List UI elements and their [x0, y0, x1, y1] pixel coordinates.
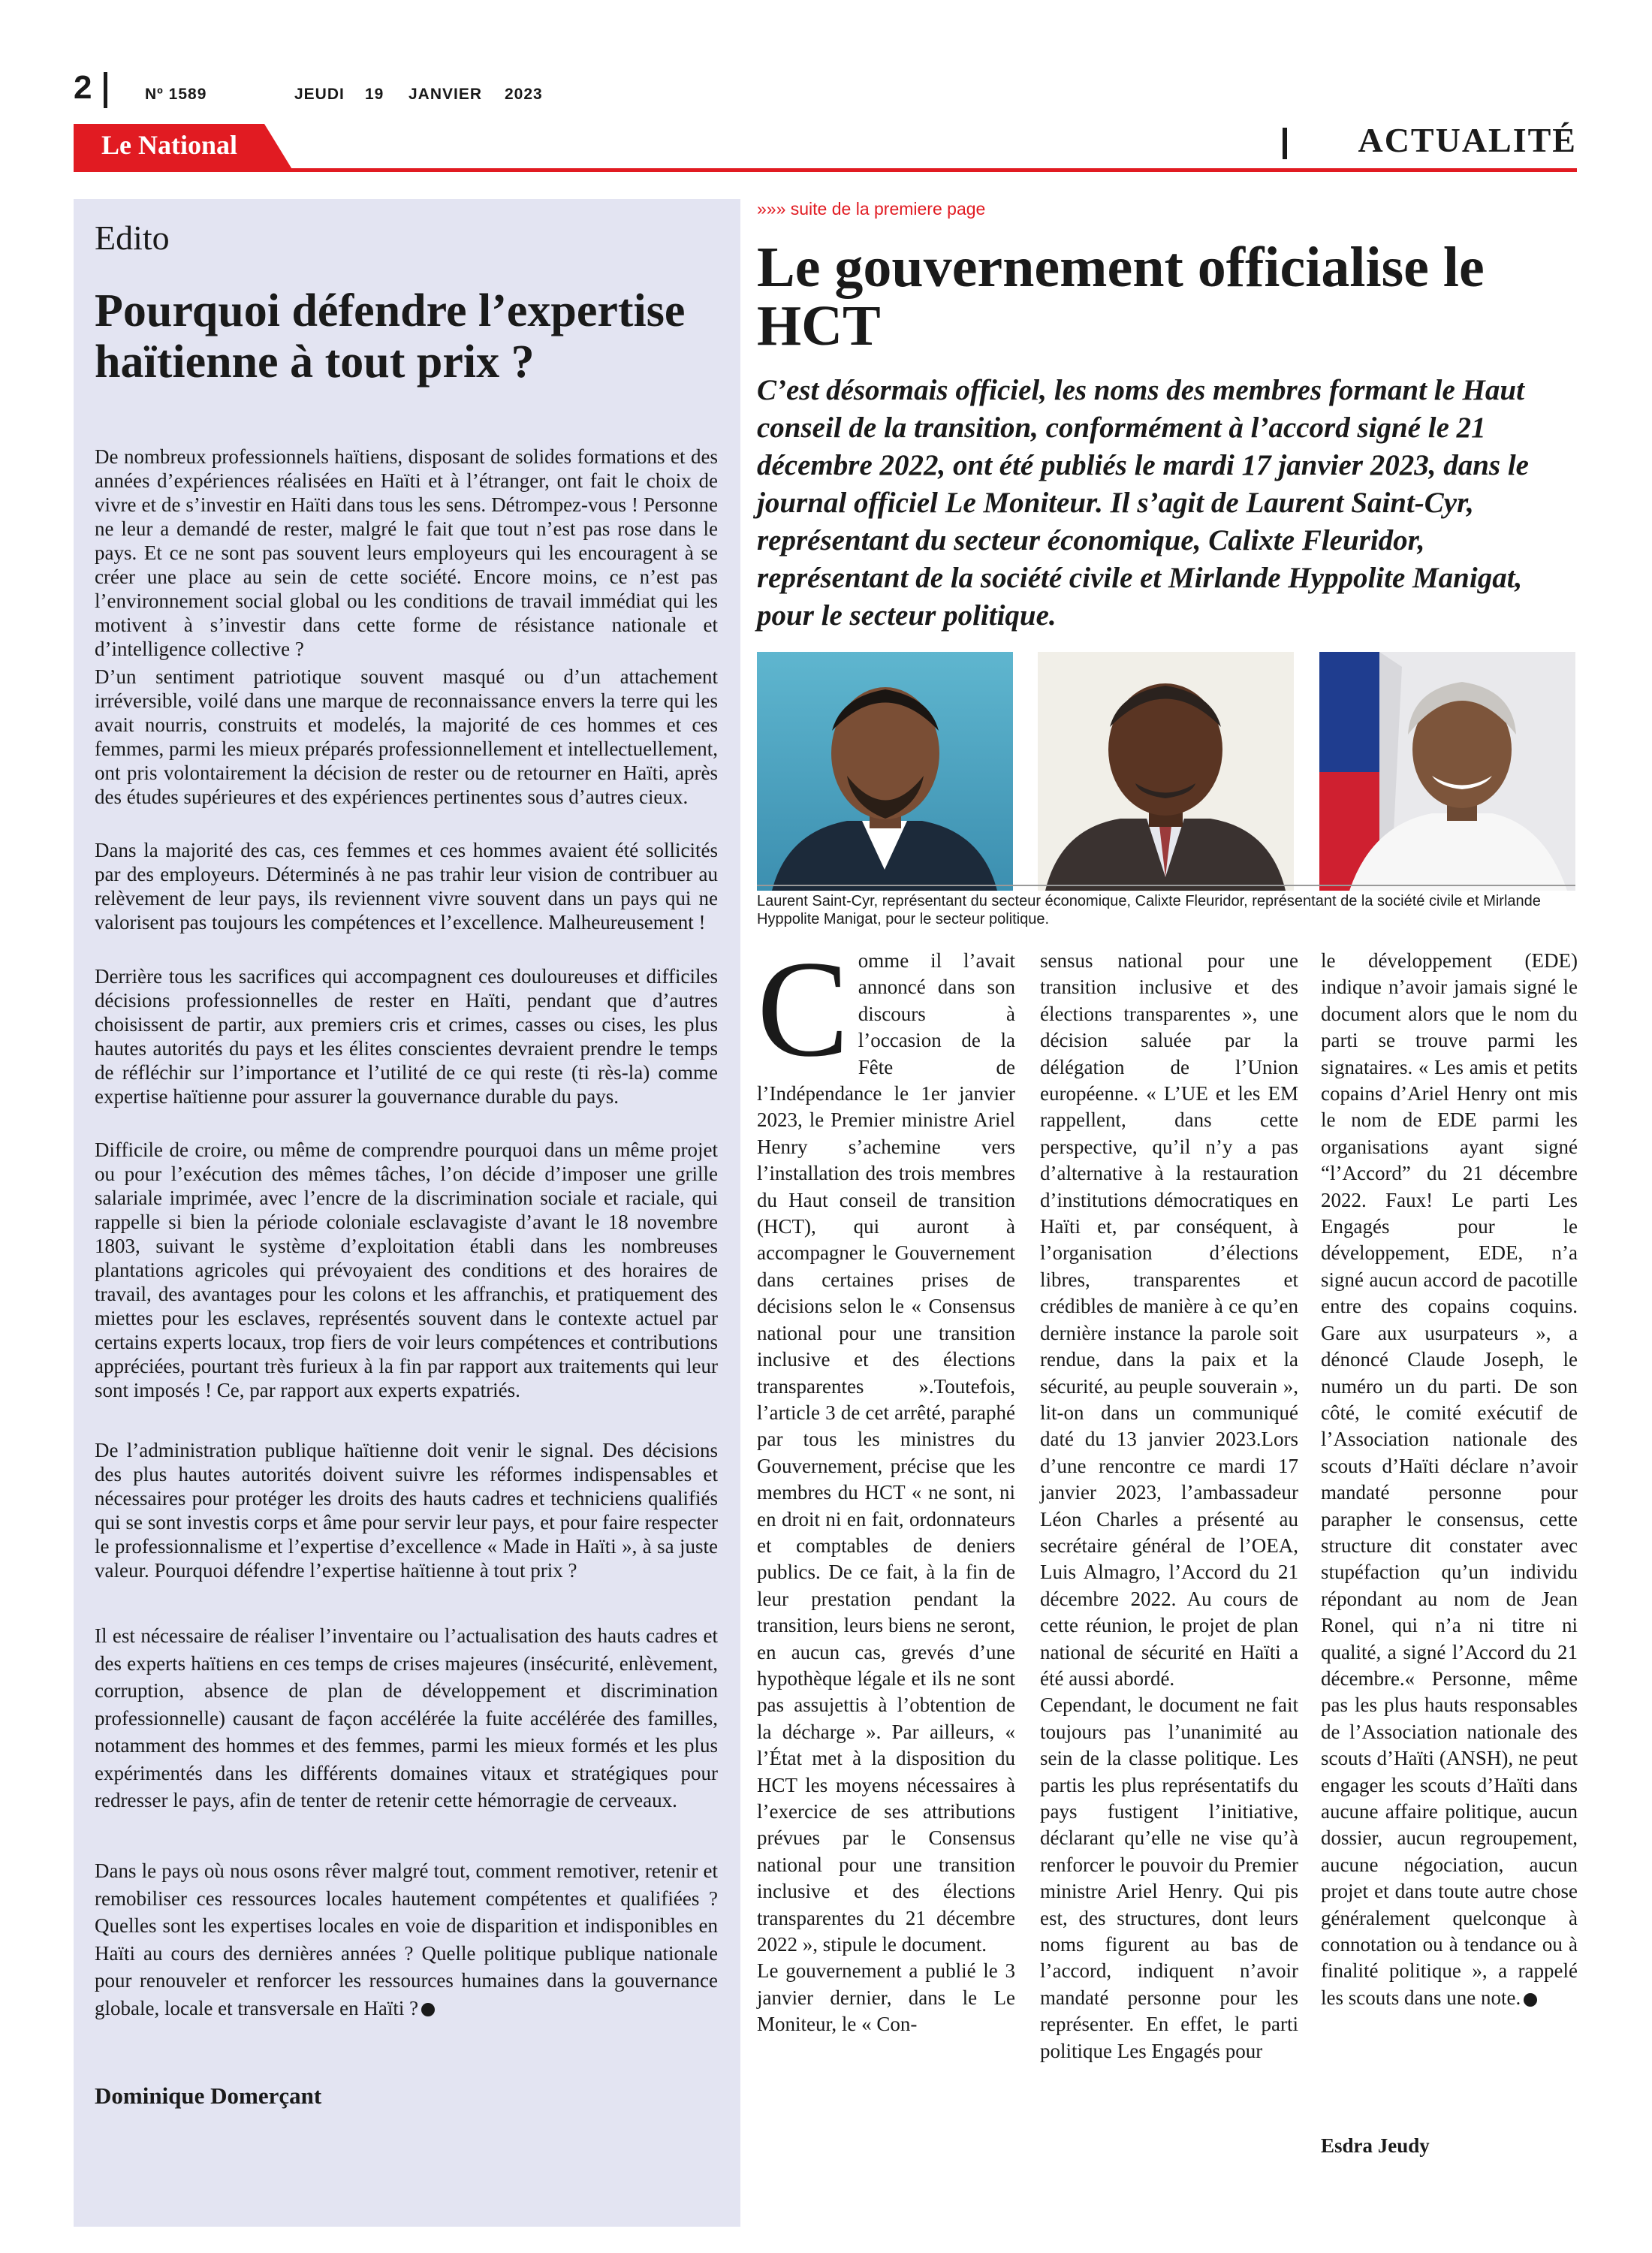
continued-kicker: »»» suite de la premiere page — [757, 199, 986, 219]
article-paragraph: Cependant, le document ne fait toujours pas l’unanimité au sein de la classe politique. Les partis les plus représentatifs du pays fustigent l’initiative, déclarant qu’elle ne vise qu’à renforcer le pouvoir du Premier ministre Ariel Henry. Qui pis est, des structures, dont leurs noms figurent au bas de l’accord, indiquent n’avoir mandaté personne pour les représenter. En effet, le parti politique Les Engagés pour — [1040, 1694, 1298, 2062]
article-title: Le gouvernement officialise le HCT — [757, 236, 1485, 357]
edito-title: Pourquoi défendre l’expertise haïtienne à tout prix ? — [95, 285, 686, 388]
article-paragraph: sensus national pour une transition inclusive et des élections transparentes », une décision saluée par la délégation de l’Union européenne. « L’UE et les EM rappellent, dans cette perspective, qu’il n’y a pas d’alternative à la restauration d’institutions démocratiques en Haïti et, par conséquent, à l’organisation d’élections libres, transparentes et crédibles de manière à ce qu’en dernière instance la parole soit rendue, dans la paix et la sécurité, au peuple souverain », lit-on dans un communiqué daté du 13 janvier 2023.Lors d’une rencontre ce mardi 17 janvier 2023, l’ambassadeur Léon Charles a présenté au secrétaire général de l’OEA, Luis Almagro, l’Accord du 21 décembre 2022. Au cours de cette réunion, le projet de plan national de sécurité en Haïti a été aussi abordé. — [1040, 949, 1298, 1690]
edito-paragraph: De nombreux professionnels haïtiens, disposant de solides formations et des années d’expériences réalisées en Haïti et à l’étranger, ont fait le choix de vivre et de s’investir en Haïti dans tous les sens. Détrompez-vous ! Personne ne leur a demandé de rester, malgré le fait que tout n’est pas rose dans le pays. Et ce ne sont pas souvent leurs employeurs qui les encouragent à se créer une place au sein de cette société. Encore moins, ce n’est pas l’environnement social global ou les conditions de travail immédiat qui les motivent à s’investir dans cette forme de résistance nationale et d’intelligence collective ? — [95, 445, 718, 660]
edito-paragraph: Difficile de croire, ou même de comprendre pourquoi dans un même projet ou pour l’exécution des mêmes tâches, l’on décide d’imposer une grille salariale imprimée, avec l’encre de la discrimination sociale et raciale, qui rappelle si bien la période coloniale esclavagiste d’avant le 18 novembre 1803, suivant le système d’exploitation établi dans les nombreuses plantations agricoles qui prévoyaient des conditions et des horaires de travail, des avantages pour les colons et les affranchis, et pratiquement des miettes pour les esclaves, représentés souvent dans le contexte actuel par certains experts locaux, trop fiers de voir leurs compétences et contributions appréciées, pourtant très furieux à la fin par rapport aux traitements qui leur sont imposés ! Ce, par rapport aux experts expatriés. — [95, 1139, 718, 1401]
brand-name: Le National — [101, 130, 238, 160]
end-mark-icon — [1524, 1993, 1537, 2007]
edito-paragraph: D’un sentiment patriotique souvent masqué ou d’un attachement irréversible, voilé dans une marque de reconnaissance envers la terre qui les avait nourris, construits et modelés, la majorité de ces hommes et ces femmes, parmi les mieux préparés professionnellement et intellectuellement, ont pris volontairement la décision de rester ou de retourner en Haïti, après des études supérieures et des expériences pertinentes sous d’autres cieux. — [95, 665, 718, 808]
section-title: ACTUALITÉ — [1358, 121, 1577, 159]
edito-paragraph: De l’administration publique haïtienne doit venir le signal. Des décisions des plus hautes autorités doivent suivre les réformes indispensables et nécessaires pour protéger les droits des hauts cadres et techniciens qualifiés qui se sont investis corps et âme pour servir leur pays, et pour faire respecter le professionnalisme et l’expertise d’excellence « Made in Haïti », à sa juste valeur. Pourquoi défendre l’expertise haïtienne à tout prix ? — [95, 1439, 718, 1582]
edito-paragraph: Dans la majorité des cas, ces femmes et ces hommes avaient été sollicités par des employeurs. Déterminés à ne pas trahir leur vision de contribuer au relèvement de leur pays, ils reviennent vivre souvent dans un pays qui ne valorisent pas toujours les compétences et l’excellence. Malheureusement ! — [95, 839, 718, 933]
article-paragraph — [757, 932, 1015, 1958]
photo-mirlande-manigat — [1319, 652, 1575, 891]
article-lead: C’est désormais officiel, les noms des membres formant le Haut conseil de la transition, conformément à l’accord signé le 21 décembre 2022, ont été publiés le mardi 17 janvier 2023, dans le journal officiel Le Moniteur. Il s’agit de Laurent Saint-Cyr, représentant du secteur économique, Calixte Fleuridor, représentant de la société civile et Mirlande Hyppolite Manigat, pour le secteur politique. — [757, 374, 1529, 632]
article-paragraph — [1321, 948, 1578, 2011]
article-column-2 — [1040, 948, 1298, 2064]
article-paragraph-text: omme il l’avait annoncé dans son discours à l’occasion de la Fête de l’Indépendance le 1er janvier 2023, le Premier ministre Ariel Henry s’achemine vers l’installation des trois membres du Haut conseil de transition (HCT), qui auront à accompagner le Gouvernement dans certaines prises de décisions selon le « Consensus national pour une transition inclusive et des élections transparentes ».Toutefois, l’article 3 de cet arrêté, paraphé par tous les ministres du Gouvernement, précise que les membres du HCT « ne sont, ni en droit ni en fait, ordonnateurs et comptables de deniers publics. De ce fait, à la fin de leur prestation pendant la transition, leurs biens ne seront, en aucun cas, grevés d’une hypothèque légale et ils ne sont pas assujettis à l’obtention de la décharge ». Par ailleurs, « l’État met à la disposition du HCT les moyens nécessaires à l’exercice de ses attributions prévues par le Consensus national pour une transition inclusive et des élections transparentes du 21 décembre 2022 », stipule le document. — [757, 949, 1015, 1956]
edito-paragraph: Il est nécessaire de réaliser l’inventaire ou l’actualisation des hauts cadres et des experts haïtiens en ces temps de crises majeures (insécurité, enlèvement, corruption, absence de plan de développement et discrimination professionnelle) causant de façon accélérée la fuite accélérée des familles, notamment des hommes et des femmes, parmi les mieux formés et les plus expérimentés dans les différents domaines vitaux et stratégiques pour redresser le pays, afin de tenter de retenir cette hémorragie de cerveaux. — [95, 1624, 718, 1811]
article-paragraph-text: le développement (EDE) indique n’avoir jamais signé le document alors que le nom du parti se trouve parmi les signataires. « Les amis et petits copains d’Ariel Henry ont mis le nom de EDE parmi les organisations ayant signé “l’Accord” du 21 décembre 2022. Faux! Le parti Les Engagés pour le développement, EDE, n’a signé aucun accord de pacotille entre des copains coquins. Gare aux usurpateurs », a dénoncé Claude Joseph, le numéro un du parti. De son côté, le comité exécutif de l’Association nationale des scouts d’Haïti déclare n’avoir mandaté personne pour parapher le consensus, cette structure dit constater avec stupéfaction qu’un individu répondant au nom de Jean Ronel, qui n’a ni titre ni qualité, a signé l’Accord du 21 décembre.« Personne, même pas les plus hauts responsables de l’Association nationale des scouts d’Haïti (ANSH), ne peut engager les scouts d’Haïti dans aucune affaire politique, aucun dossier, aucun regroupement, aucune négociation, aucun projet et dans toute autre chose généralement quelconque à connotation ou à tendance ou à finalité politique », a rappelé les scouts dans une note. — [1321, 949, 1578, 2009]
date-day: JEUDI — [294, 86, 345, 103]
edito-label: Edito — [95, 219, 170, 257]
photo-caption-rule — [757, 885, 1575, 886]
photo-calixte-fleuridor — [1038, 652, 1294, 891]
date-year: 2023 — [505, 86, 543, 103]
edito-paragraph: Derrière tous les sacrifices qui accompagnent ces douloureuses et difficiles décisions professionnelles de rester en Haïti, pendant que d’autres choisissent de partir, aux premiers cris et crimes, casses ou cises, les plus hautes autorités du pays et les élites conscientes devraient prendre le temps de réfléchir sur l’importance et l’utilité de ce qui reste (ti rès-la) comme expertise haïtienne pour assurer la gouvernance durable du pays. — [95, 965, 718, 1108]
page-number-divider — [104, 72, 107, 108]
date-number: 19 — [365, 86, 384, 103]
page-number: 2 — [74, 69, 92, 106]
portrait-illustration — [757, 652, 1013, 891]
edito-paragraph — [95, 1857, 718, 2022]
date-month: JANVIER — [408, 86, 483, 103]
article-column-3 — [1321, 948, 1578, 2011]
edito-paragraph-text: Dans le pays où nous osons rêver malgré tout, comment remotiver, retenir et remobiliser ces ressources locales hautement compétentes et qualifiées ? Quelles sont les expertises locales en voie de disparition et indisponibles en Haïti au cours des dernières années ? Quelle politique publique nationale pour renouveler et renforcer les ressources humaines dans la gouvernance globale, locale et transversale en Haïti ? — [95, 1859, 718, 2019]
drop-cap: C — [757, 932, 849, 1085]
issue-number: Nº 1589 — [145, 86, 207, 103]
article-paragraph: Le gouvernement a publié le 3 janvier dernier, dans le Le Moniteur, le « Con- — [757, 1959, 1015, 2036]
photo-caption: Laurent Saint-Cyr, représentant du secteur économique, Calixte Fleuridor, représentant de la société civile et Mirlande Hyppolite Manigat, pour le secteur politique. — [757, 893, 1541, 927]
article-column-1 — [757, 932, 1015, 2038]
end-mark-icon — [421, 2003, 435, 2016]
portrait-illustration — [1319, 652, 1575, 891]
header-rule — [74, 168, 1577, 172]
article-signature: Esdra Jeudy — [1321, 2134, 1430, 2157]
portrait-illustration — [1038, 652, 1294, 891]
section-divider — [1283, 128, 1287, 159]
photo-laurent-saint-cyr — [757, 652, 1013, 891]
edito-signature: Dominique Domerçant — [95, 2083, 322, 2109]
